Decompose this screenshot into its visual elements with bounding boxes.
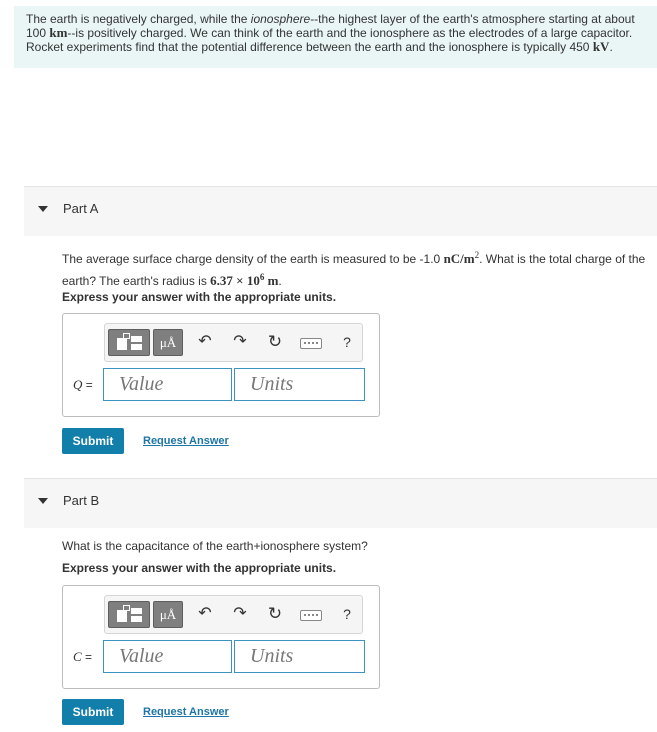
templates-button[interactable] xyxy=(108,329,150,356)
undo-icon[interactable]: ↶ xyxy=(198,333,212,350)
intro-text-3-end: . xyxy=(609,40,613,54)
part-b-toolbar xyxy=(104,595,363,634)
part-a-toolbar xyxy=(104,323,363,362)
units-button[interactable]: μÅ xyxy=(153,329,183,356)
keyboard-icon[interactable] xyxy=(300,610,322,621)
part-b-submit-button[interactable]: Submit xyxy=(62,699,124,725)
intro-ionosphere: ionosphere xyxy=(250,12,311,26)
part-a-header[interactable] xyxy=(24,186,657,236)
problem-intro xyxy=(14,6,657,68)
redo-icon[interactable]: ↷ xyxy=(233,605,247,622)
part-b-question: What is the capacitance of the earth+ionosphere system? xyxy=(62,539,368,553)
part-a-instruction: Express your answer with the appropriate units. xyxy=(62,290,337,304)
redo-icon[interactable]: ↷ xyxy=(233,333,247,350)
part-b-units-input[interactable]: Units xyxy=(234,640,365,673)
part-a-radius-exp: 6 xyxy=(259,272,265,282)
help-button[interactable]: ? xyxy=(343,606,351,622)
intro-kv-unit: kV xyxy=(592,39,610,54)
part-a-title: Part A xyxy=(63,201,99,216)
templates-icon xyxy=(117,610,127,622)
part-a-submit-button[interactable]: Submit xyxy=(62,428,124,454)
part-a-q-unit: nC/m xyxy=(443,251,475,266)
part-a-q-line2-end: . xyxy=(278,274,282,288)
units-button[interactable]: μÅ xyxy=(153,601,183,628)
part-b-value-input[interactable]: Value xyxy=(103,640,232,673)
intro-text-2-num: 100 xyxy=(26,26,50,40)
part-a-answer-box xyxy=(62,313,380,417)
part-a-variable-label xyxy=(73,377,93,393)
part-a-equals: = xyxy=(82,378,93,392)
part-a-q-line1: The average surface charge density of the earth is measured to be -1.0 xyxy=(62,252,444,266)
intro-text-1b: --the highest layer of the earth's atmosphere starting at about xyxy=(310,12,635,26)
part-a-request-answer-link[interactable]: Request Answer xyxy=(143,435,229,447)
part-b-caret-icon xyxy=(38,498,48,504)
reset-icon[interactable]: ↻ xyxy=(267,604,283,623)
part-b-variable-label xyxy=(73,649,92,665)
undo-icon[interactable]: ↶ xyxy=(198,605,212,622)
keyboard-icon[interactable] xyxy=(300,338,322,349)
intro-voltage-value: 450 xyxy=(569,40,593,54)
intro-text-3: Rocket experiments find that the potential difference between the earth and the ionosphere is typically xyxy=(26,40,570,54)
reset-icon[interactable]: ↻ xyxy=(267,332,283,351)
part-a-caret-icon xyxy=(38,206,48,212)
part-a-radius-unit: m xyxy=(264,273,279,288)
part-a-variable: Q xyxy=(73,377,83,392)
part-b-equals: = xyxy=(81,650,93,664)
templates-button[interactable] xyxy=(108,601,150,628)
part-b-instruction: Express your answer with the appropriate units. xyxy=(62,561,337,575)
part-b-header[interactable] xyxy=(24,478,657,528)
part-a-radius-value: 6.37 × 10 xyxy=(210,273,260,288)
part-b-answer-box xyxy=(62,585,380,689)
part-a-q-line1-end: . What is the total charge of the xyxy=(479,252,646,266)
templates-icon xyxy=(117,338,127,350)
intro-km-unit: km xyxy=(49,25,68,40)
help-button[interactable]: ? xyxy=(343,334,351,350)
part-b-request-answer-link[interactable]: Request Answer xyxy=(143,706,229,718)
intro-text-2b: --is positively charged. We can think of the earth and the ionosphere as the electrodes of a large capacitor. xyxy=(67,26,633,40)
part-b-variable: C xyxy=(73,649,82,664)
part-a-q-exp: 2 xyxy=(474,250,480,260)
part-a-value-input[interactable]: Value xyxy=(103,368,232,401)
part-b-title: Part B xyxy=(63,493,100,508)
intro-text-1: The earth is negatively charged, while the xyxy=(26,12,251,26)
part-a-q-line2: earth? The earth's radius is xyxy=(62,274,211,288)
part-a-question xyxy=(62,246,652,290)
part-a-units-input[interactable]: Units xyxy=(234,368,365,401)
